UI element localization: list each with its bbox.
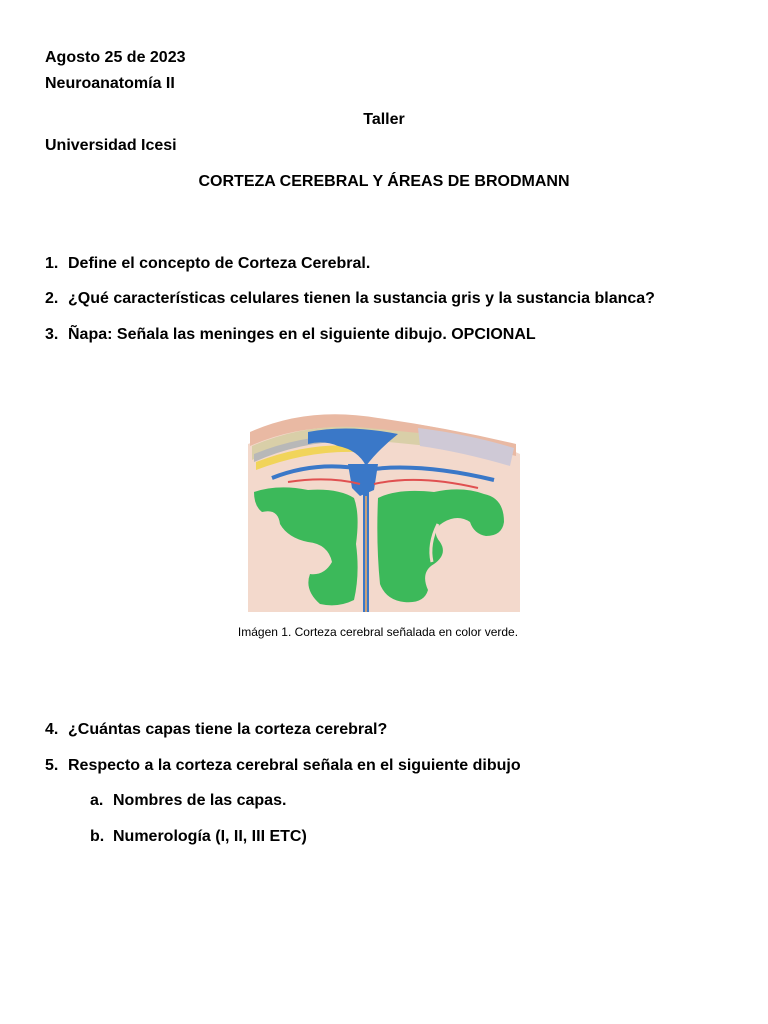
document-title: CORTEZA CEREBRAL Y ÁREAS DE BRODMANN: [198, 173, 570, 190]
question-text: Ñapa: Señala las meninges en el siguiente dibujo. OPCIONAL: [68, 326, 536, 343]
university-line: Universidad Icesi: [45, 137, 177, 154]
subitem-letter: a.: [90, 792, 104, 809]
subitem-text: Nombres de las capas.: [113, 792, 287, 809]
question-4: [45, 720, 387, 740]
date-line: Agosto 25 de 2023: [45, 49, 186, 66]
question-text: ¿Cuántas capas tiene la corteza cerebral?: [68, 721, 388, 738]
question-number: 3.: [45, 326, 59, 343]
question-number: 1.: [45, 255, 59, 272]
subitem-letter: b.: [90, 828, 105, 845]
question-number: 5.: [45, 757, 59, 774]
question-text: Respecto a la corteza cerebral señala en el siguiente dibujo: [68, 757, 521, 774]
question-5: [45, 756, 521, 776]
question-text: Define el concepto de Corteza Cerebral.: [68, 255, 371, 272]
question-2: [45, 289, 655, 309]
figure-caption: Imágen 1. Corteza cerebral señalada en color verde.: [237, 625, 519, 639]
cortex-illustration: [248, 404, 520, 612]
document-type: Taller: [363, 111, 405, 128]
course-line: Neuroanatomía II: [45, 75, 175, 92]
question-3: [45, 325, 536, 345]
question-number: 2.: [45, 290, 59, 307]
subitem-a: [90, 791, 286, 811]
question-number: 4.: [45, 721, 59, 738]
question-text: ¿Qué características celulares tienen la sustancia gris y la sustancia blanca?: [68, 290, 655, 307]
subitem-b: [90, 827, 307, 847]
subitem-text: Numerología (I, II, III ETC): [113, 828, 307, 845]
question-1: [45, 254, 370, 274]
